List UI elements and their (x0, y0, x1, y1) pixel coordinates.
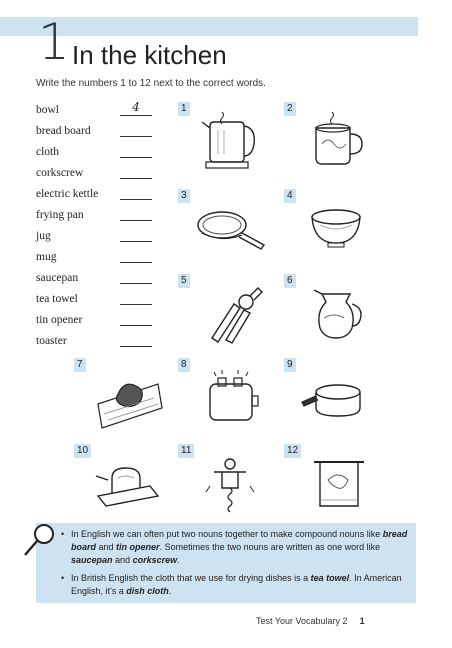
answer-field[interactable]: 4 (132, 100, 140, 114)
word-label: saucepan (36, 272, 79, 284)
picture-number: 7 (74, 358, 86, 372)
tip-example: saucepan (71, 555, 113, 565)
word-label: electric kettle (36, 188, 99, 200)
magnifier-icon (20, 520, 60, 560)
tin-opener-icon (192, 280, 272, 350)
answer-line (120, 304, 152, 305)
mug-icon (298, 108, 378, 178)
word-label: mug (36, 251, 57, 263)
exercise-instruction: Write the numbers 1 to 12 next to the correct words. (36, 78, 266, 89)
jug-icon (298, 280, 378, 350)
page-title: In the kitchen (72, 40, 227, 70)
answer-line (120, 262, 152, 263)
word-row (36, 184, 156, 205)
tip-text: . In American English, it's a (71, 573, 402, 596)
word-list (36, 100, 156, 352)
word-row (36, 331, 156, 352)
book-title: Test Your Vocabulary 2 (256, 616, 348, 626)
tip-example: tea towel (310, 573, 350, 583)
picture-11 (178, 444, 282, 526)
tea-towel-icon (298, 450, 378, 520)
tip-text: and (112, 555, 133, 565)
word-row (36, 268, 156, 289)
kettle-icon (192, 108, 272, 178)
picture-number: 9 (284, 358, 296, 372)
word-label: tea towel (36, 293, 78, 305)
word-label: cloth (36, 146, 59, 158)
answer-line (120, 220, 152, 221)
picture-8 (178, 358, 282, 440)
word-label: frying pan (36, 209, 84, 221)
tip-example: dish cloth (126, 586, 169, 596)
answer-line (120, 241, 152, 242)
picture-9 (284, 358, 388, 440)
bread-board-icon (88, 450, 168, 520)
answer-line (120, 157, 152, 158)
page-footer (256, 616, 365, 626)
tip-example: tin opener (116, 542, 160, 552)
unit-header (0, 13, 418, 71)
picture-number: 12 (284, 444, 301, 458)
cloth-icon (88, 364, 168, 434)
picture-number: 10 (74, 444, 91, 458)
word-row (36, 100, 156, 121)
picture-number: 11 (178, 444, 194, 458)
word-row (36, 121, 156, 142)
tips-box (36, 523, 416, 603)
picture-2 (284, 102, 388, 184)
word-row (36, 310, 156, 331)
tip-text: . (168, 586, 172, 596)
page-number: 1 (359, 616, 365, 626)
tip-text: and (96, 542, 117, 552)
word-row (36, 163, 156, 184)
answer-line (120, 115, 152, 116)
picture-6 (284, 274, 388, 356)
word-row (36, 205, 156, 226)
picture-number: 2 (284, 102, 296, 116)
picture-number: 8 (178, 358, 190, 372)
frying-pan-icon (192, 195, 272, 265)
picture-number: 5 (178, 274, 190, 288)
word-label: corkscrew (36, 167, 84, 179)
picture-number: 3 (178, 189, 190, 203)
answer-line (120, 346, 152, 347)
word-row (36, 247, 156, 268)
tip-example: corkscrew (132, 555, 178, 565)
tip-compound-nouns (71, 528, 411, 567)
answer-line (120, 283, 152, 284)
word-label: tin opener (36, 314, 83, 326)
answer-line (120, 136, 152, 137)
toaster-icon (192, 364, 272, 434)
word-label: toaster (36, 335, 67, 347)
picture-3 (178, 189, 282, 271)
picture-4 (284, 189, 388, 271)
tip-tea-towel (71, 572, 411, 598)
tip-text: In British English the cloth that we use for drying dishes is a (71, 573, 311, 583)
answer-line (120, 199, 152, 200)
picture-number: 6 (284, 274, 296, 288)
tip-text: . Sometimes the two nouns are written as one word like (159, 542, 381, 552)
picture-10 (74, 444, 178, 526)
word-row (36, 289, 156, 310)
unit-number: 1 (38, 13, 70, 71)
word-row (36, 226, 156, 247)
word-label: jug (36, 230, 51, 242)
corkscrew-icon (192, 450, 272, 520)
tip-text: . (177, 555, 180, 565)
picture-number: 4 (284, 189, 296, 203)
word-label: bread board (36, 125, 91, 137)
picture-number: 1 (178, 102, 190, 116)
picture-5 (178, 274, 282, 356)
tip-example: bread board (71, 529, 408, 552)
answer-line (120, 178, 152, 179)
bowl-icon (298, 195, 378, 265)
picture-7 (74, 358, 178, 440)
picture-1 (178, 102, 282, 184)
word-row (36, 142, 156, 163)
saucepan-icon (298, 364, 378, 434)
tip-text: In English we can often put two nouns together to make compound nouns like (71, 529, 383, 539)
picture-12 (284, 444, 388, 526)
word-label: bowl (36, 104, 59, 116)
answer-line (120, 325, 152, 326)
